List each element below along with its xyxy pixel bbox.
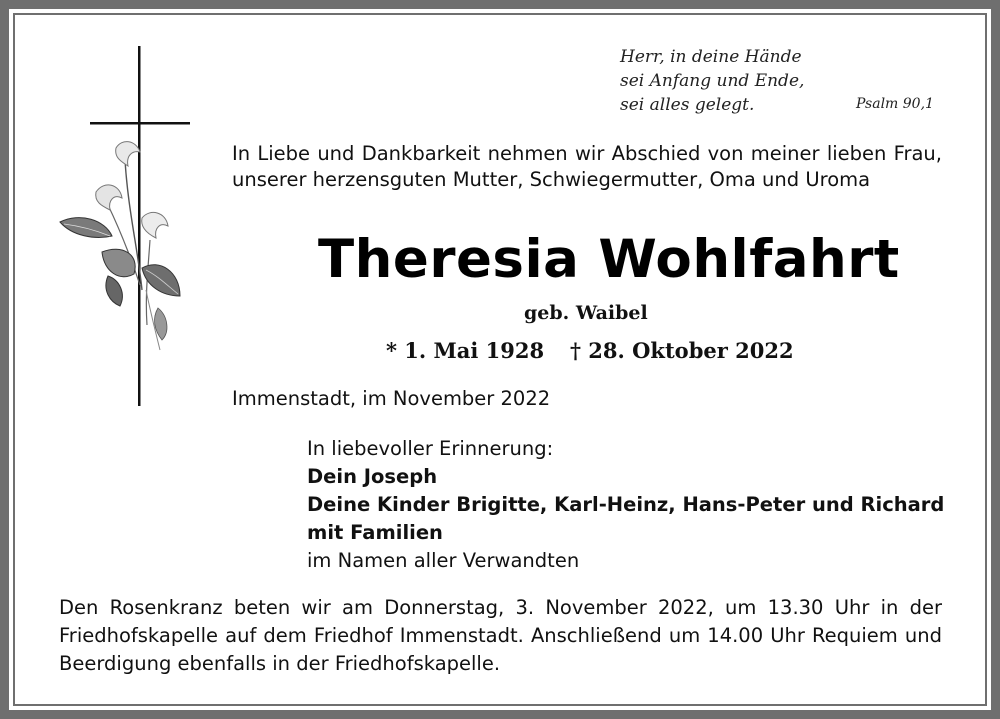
mourner-families: mit Familien xyxy=(307,521,443,544)
mourner-spouse: Dein Joseph xyxy=(307,465,438,488)
deceased-name: Theresia Wohlfahrt xyxy=(318,229,900,290)
verse-line-3: sei alles gelegt. xyxy=(620,95,755,115)
verse-line-2: sei Anfang und Ende, xyxy=(620,71,805,91)
mourner-children: Deine Kinder Brigitte, Karl-Heinz, Hans-Peter und Richard xyxy=(307,493,945,516)
birth-date: * 1. Mai 1928 xyxy=(386,338,545,363)
intro-text: In Liebe und Dankbarkeit nehmen wir Abschied von meiner lieben Frau, unserer herzensguten Mutter, Schwiegermutter, Oma und Uroma xyxy=(232,142,942,191)
place-date: Immenstadt, im November 2022 xyxy=(232,387,551,410)
death-date: † 28. Oktober 2022 xyxy=(570,338,794,363)
mourners-block xyxy=(307,435,944,575)
verse-reference: Psalm 90,1 xyxy=(856,96,934,112)
maiden-name: geb. Waibel xyxy=(524,302,648,324)
verse-line-1: Herr, in deine Hände xyxy=(620,47,802,67)
verse xyxy=(620,45,804,117)
mourners-intro: In liebevoller Erinnerung: xyxy=(307,437,554,460)
cross-with-lilies-icon xyxy=(50,40,210,410)
mourners-closing: im Namen aller Verwandten xyxy=(307,549,580,572)
funeral-info: Den Rosenkranz beten wir am Donnerstag, 3. November 2022, um 13.30 Uhr in der Friedhofskapelle auf dem Friedhof Immenstadt. Anschließend um 14.00 Uhr Requiem und Beerdigung ebenfalls in der Friedhofskapelle. xyxy=(59,596,942,675)
